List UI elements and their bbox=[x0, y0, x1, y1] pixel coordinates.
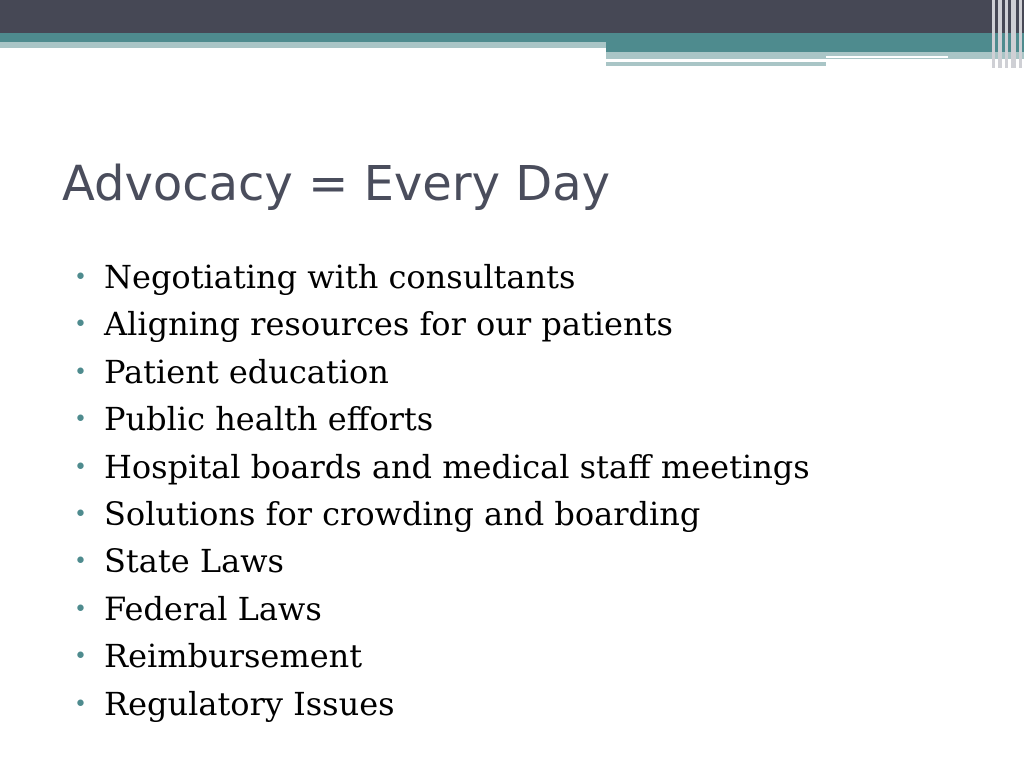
list-item bbox=[74, 396, 810, 443]
list-item bbox=[74, 444, 810, 491]
bullet-text: Negotiating with consultants bbox=[104, 258, 576, 296]
list-item bbox=[74, 349, 810, 396]
bullet-text: Solutions for crowding and boarding bbox=[104, 494, 701, 533]
bullet-dot-icon: • bbox=[74, 359, 87, 385]
bullet-text: Regulatory Issues bbox=[104, 684, 395, 723]
list-item bbox=[74, 254, 810, 301]
bullet-dot-icon: • bbox=[74, 265, 87, 290]
bullet-text: Hospital boards and medical staff meetings bbox=[104, 447, 810, 486]
bullet-text: Patient education bbox=[104, 352, 389, 391]
header-band-teal bbox=[0, 33, 1024, 42]
header-line-right bbox=[826, 56, 948, 58]
bullet-dot-icon: • bbox=[74, 549, 87, 575]
header-band-dark bbox=[0, 0, 1024, 33]
bullet-list bbox=[74, 254, 810, 728]
bullet-dot-icon: • bbox=[74, 454, 87, 480]
slide-title: Advocacy = Every Day bbox=[62, 156, 611, 212]
list-item bbox=[74, 586, 810, 633]
list-item bbox=[74, 633, 810, 680]
bullet-text: Aligning resources for our patients bbox=[104, 305, 673, 344]
bullet-dot-icon: • bbox=[74, 644, 87, 670]
bullet-dot-icon: • bbox=[74, 596, 87, 622]
list-item bbox=[74, 681, 810, 728]
header-band-light-right bbox=[606, 52, 1024, 59]
list-item bbox=[74, 491, 810, 538]
bullet-dot-icon: • bbox=[74, 501, 87, 527]
bullet-dot-icon: • bbox=[74, 312, 87, 338]
bullet-dot-icon: • bbox=[74, 407, 87, 433]
bullet-dot-icon: • bbox=[74, 691, 87, 717]
header-band-teal-right bbox=[606, 42, 1024, 52]
bullet-text: Public health efforts bbox=[104, 400, 434, 439]
list-item bbox=[74, 301, 810, 348]
bullet-text: Federal Laws bbox=[104, 589, 322, 628]
header-stripes bbox=[990, 0, 1024, 68]
bullet-text: State Laws bbox=[104, 542, 284, 581]
header-band-thin-right bbox=[606, 62, 826, 66]
bullet-text: Reimbursement bbox=[104, 637, 363, 676]
list-item bbox=[74, 538, 810, 585]
